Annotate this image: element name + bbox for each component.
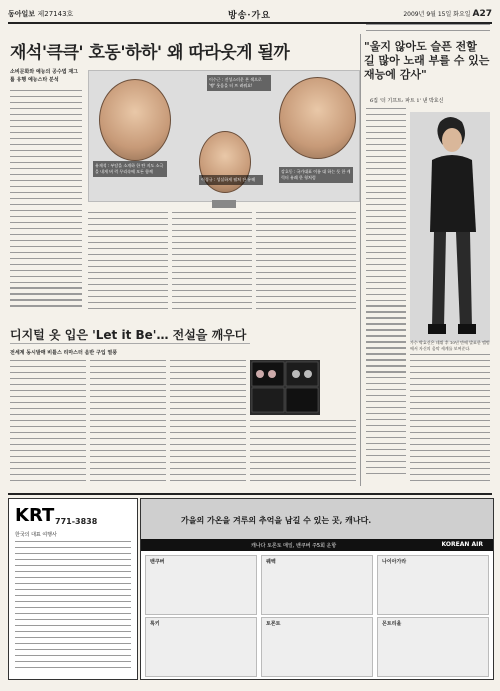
ad-tile[interactable]: 몬트리올 <box>377 617 489 677</box>
ad-tile[interactable]: 퀘벡 <box>261 555 373 615</box>
korean-air-ad <box>140 498 494 680</box>
korean-air-tagline-bar <box>141 539 493 551</box>
caption-top-right: 이수근 : 진성스러운 본 색으로 '빵' 웃음을 터 뜨 려줘요! <box>207 75 271 91</box>
krt-phone: 771-3838 <box>55 517 98 526</box>
article1-subhead: 소비문화와 예능의 공수법 재그룹 유행 예능스타 분석 <box>10 69 79 83</box>
caption-left: 유재석 : 부담을 소개하 한 탄 지도 소극을 내게 버 럭 무리속에 모든 함께 <box>93 161 167 177</box>
korean-air-tagline: 캐나다 토론토 매일, 밴쿠버 주5회 운항 <box>251 543 337 549</box>
article2-col2 <box>90 360 166 486</box>
krt-ad <box>8 498 138 680</box>
article2-col4 <box>250 420 356 486</box>
article2-col3 <box>170 360 246 486</box>
caption-center: 이경규 : 성실하게 펼쳐 잔 유해 <box>199 175 263 185</box>
article1-col4 <box>256 212 356 316</box>
article2-subhead: 전세계 동시발매 비틀스 리마스터 음반 구입 열풍 <box>10 350 118 356</box>
vertical-divider <box>360 34 361 486</box>
article1-headline: 재석'큭큭' 호동'하하' 왜 따라웃게 될까 <box>10 43 290 63</box>
article2-headline: 디지털 옷 입은 'Let it Be'… 전설을 깨우다 <box>10 326 250 344</box>
photo-face-right <box>279 77 356 159</box>
korean-air-slogan: 가을의 가온을 겨루의 추억을 남길 수 있는 곳, 캐나다. <box>181 515 372 525</box>
article3-photo <box>410 112 490 342</box>
article1-photo <box>88 70 360 202</box>
article2-album-photo <box>250 360 320 415</box>
article3-subhead: 6집 '더 기프트: 파트 1' 낸 박효신 <box>370 98 444 104</box>
ad-tile[interactable]: 밴쿠버 <box>145 555 257 615</box>
ad-tile[interactable]: 토론토 <box>261 617 373 677</box>
article3-intro <box>366 24 490 38</box>
krt-slogan: 한국의 대표 여행사 <box>15 532 57 538</box>
date-page: 2009년 9월 15일 화요일 A27 <box>403 9 492 19</box>
article1-col3 <box>172 212 252 316</box>
paper-name: 동아일보 제27143호 <box>8 10 74 18</box>
article3-col2 <box>410 354 490 486</box>
krt-logo: KRT <box>15 505 55 526</box>
korean-air-banner <box>141 499 493 539</box>
article1-col2 <box>88 212 168 316</box>
article3-photo-caption: 가수 박효신은 데뷔 후 10년 만에 발표한 앨범에서 자신의 음악 세계를 보여준다. <box>410 340 490 351</box>
page-header <box>8 6 492 24</box>
ad-tile[interactable]: 나이아가라 <box>377 555 489 615</box>
section-title: 방송·가요 <box>228 11 271 21</box>
tv-stand <box>212 200 236 208</box>
korean-air-logo: KOREAN AIR <box>441 541 483 548</box>
krt-listings <box>15 541 131 675</box>
article2-col1 <box>10 360 86 486</box>
article3-quote: "울지 않아도 슬픈 전할 길 많아 노래 부를 수 있는 재능에 감사" <box>364 40 490 81</box>
ad-tile[interactable]: 록키 <box>145 617 257 677</box>
caption-right: 강호동 : 국가대표 이름 대 하는 듯 한 캐릭터 유쾌 한 형처럼 <box>279 167 353 183</box>
article1-col1 <box>10 90 82 320</box>
article3-col1 <box>366 108 406 486</box>
photo-face-left <box>99 79 171 161</box>
